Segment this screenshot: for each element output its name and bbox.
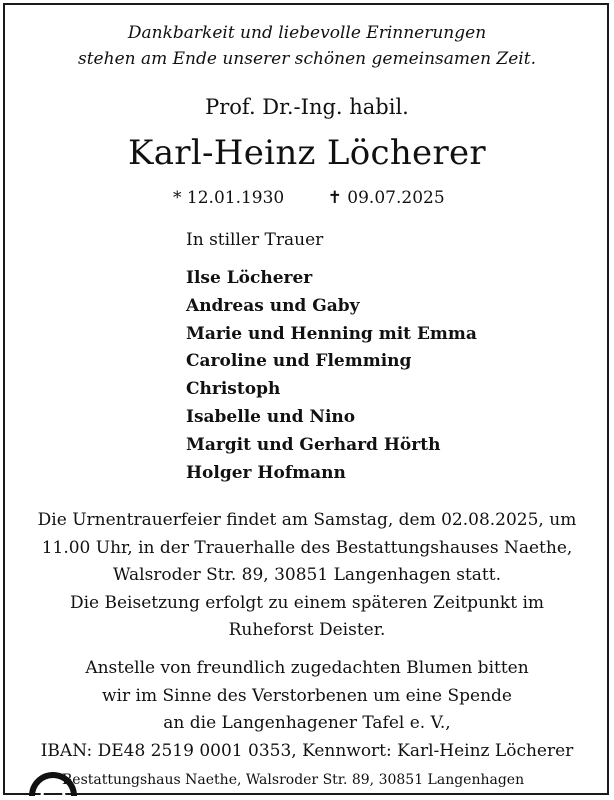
birth-date: * 12.01.1930 (173, 188, 285, 208)
mourner-name: Andreas und Gaby (186, 295, 360, 316)
service-line: Die Beisetzung erfolgt zu einem späteren Zeitpunkt im (69, 592, 545, 613)
quote-line-1: Dankbarkeit und liebevolle Erinnerungen (127, 23, 487, 43)
service-line: Ruheforst Deister. (228, 620, 386, 640)
donation-line: Anstelle von freundlich zugedachten Blumen bitten (85, 658, 529, 678)
academic-title: Prof. Dr.-Ing. habil. (205, 95, 409, 119)
donation-line: IBAN: DE48 2519 0001 0353, Kennwort: Karl-Heinz Löcherer (40, 740, 574, 761)
mourning-intro: In stiller Trauer (186, 230, 324, 250)
quote-line-2: stehen am Ende unserer schönen gemeinsamen Zeit. (78, 49, 536, 69)
death-date: ✝ 09.07.2025 (327, 188, 445, 208)
deceased-name: Karl-Heinz Löcherer (128, 133, 486, 173)
service-line: Walsroder Str. 89, 30851 Langenhagen statt. (113, 565, 501, 585)
mourner-name: Isabelle und Nino (186, 406, 356, 427)
mourner-name: Holger Hofmann (186, 462, 346, 483)
mourner-list (186, 265, 477, 487)
mourner-name: Marie und Henning mit Emma (186, 323, 477, 344)
service-line: Die Urnentrauerfeier findet am Samstag, dem 02.08.2025, um (37, 510, 577, 530)
service-line: 11.00 Uhr, in der Trauerhalle des Bestattungshauses Naethe, (41, 537, 573, 558)
donation-request (0, 655, 614, 765)
funeral-home-footer: Bestattungshaus Naethe, Walsroder Str. 89, 30851 Langenhagen (62, 772, 525, 788)
mourner-name: Christoph (186, 379, 281, 400)
donation-line: an die Langenhagener Tafel e. V., (163, 713, 451, 733)
mourner-name: Caroline und Flemming (186, 351, 412, 372)
opening-quote (0, 20, 614, 72)
life-dates (173, 188, 445, 208)
service-announcement (0, 507, 614, 645)
mourner-name: Margit und Gerhard Hörth (186, 434, 441, 455)
donation-line: wir im Sinne des Verstorbenen um eine Spende (102, 685, 512, 706)
mourner-name: Ilse Löcherer (186, 268, 313, 288)
